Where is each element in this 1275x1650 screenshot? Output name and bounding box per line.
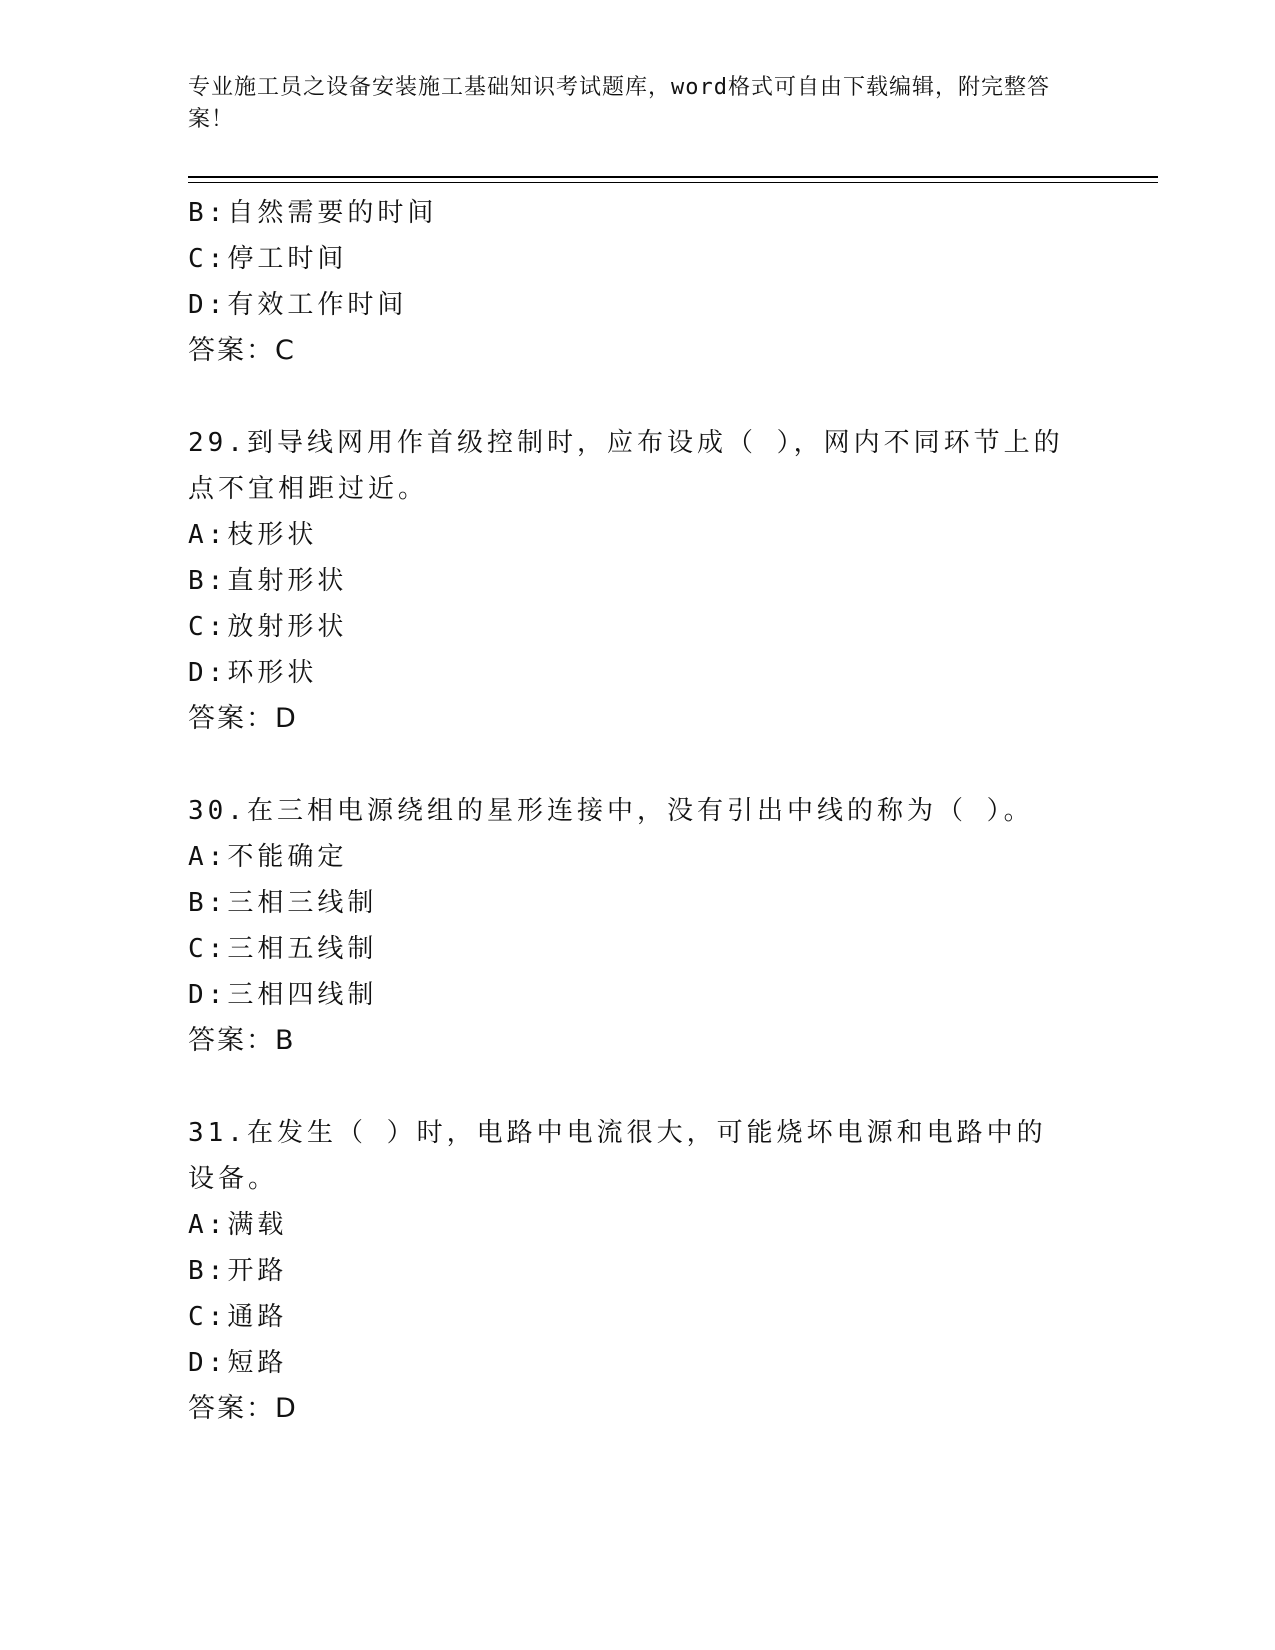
option-text: 三相三线制 — [227, 888, 378, 918]
option-text: 通路 — [227, 1302, 288, 1332]
option-b — [188, 1248, 1088, 1294]
option-text: 直射形状 — [227, 566, 348, 596]
question-number: 29. — [188, 428, 247, 458]
option-text: 三相四线制 — [227, 980, 378, 1010]
option-letter: C: — [188, 934, 228, 964]
option-text: 不能确定 — [227, 842, 348, 872]
option-letter: D: — [188, 658, 228, 688]
option-letter: D: — [188, 1348, 228, 1378]
option-a — [188, 834, 1088, 880]
option-b — [188, 190, 1088, 236]
question-31 — [188, 1110, 1068, 1202]
option-letter: A: — [188, 520, 228, 550]
option-letter: B: — [188, 198, 228, 228]
option-letter: A: — [188, 1210, 228, 1240]
option-text: 放射形状 — [227, 612, 348, 642]
question-number: 30. — [188, 796, 247, 826]
option-b — [188, 558, 1088, 604]
header-rule-thin — [188, 182, 1158, 183]
option-c — [188, 236, 1088, 282]
option-d — [188, 972, 1088, 1018]
option-text: 有效工作时间 — [227, 290, 408, 320]
option-a — [188, 512, 1088, 558]
option-c — [188, 604, 1088, 650]
question-number: 31. — [188, 1118, 247, 1148]
option-text: 短路 — [227, 1348, 288, 1378]
option-d — [188, 282, 1088, 328]
question-30 — [188, 788, 1068, 834]
option-text: 自然需要的时间 — [227, 198, 438, 228]
option-d — [188, 650, 1088, 696]
option-text: 枝形状 — [227, 520, 318, 550]
option-text: 满载 — [227, 1210, 288, 1240]
option-letter: B: — [188, 566, 228, 596]
question-text: 到导线网用作首级控制时，应布设成（ ），网内不同环节上的点不宜相距过近。 — [188, 428, 1064, 504]
option-letter: C: — [188, 1302, 228, 1332]
option-text: 环形状 — [227, 658, 318, 688]
option-letter: B: — [188, 888, 228, 918]
question-text: 在三相电源绕组的星形连接中，没有引出中线的称为（ ）。 — [246, 796, 1034, 826]
answer-line: 答案：D — [188, 703, 298, 734]
header-rule-thick — [188, 176, 1158, 178]
option-letter: C: — [188, 244, 228, 274]
question-list — [188, 190, 1088, 1432]
option-letter: A: — [188, 842, 228, 872]
answer-line: 答案：C — [188, 335, 296, 366]
option-letter: D: — [188, 980, 228, 1010]
option-text: 停工时间 — [227, 244, 348, 274]
question-text: 在发生（ ）时，电路中电流很大，可能烧坏电源和电路中的设备。 — [188, 1118, 1047, 1194]
answer-line: 答案：D — [188, 1393, 298, 1424]
option-letter: D: — [188, 290, 228, 320]
option-d — [188, 1340, 1088, 1386]
option-text: 三相五线制 — [227, 934, 378, 964]
option-letter: B: — [188, 1256, 228, 1286]
document-header: 专业施工员之设备安装施工基础知识考试题库，word格式可自由下载编辑，附完整答案！ — [188, 75, 1050, 132]
question-29 — [188, 420, 1068, 512]
answer-line: 答案：B — [188, 1025, 296, 1056]
option-b — [188, 880, 1088, 926]
option-c — [188, 926, 1088, 972]
option-a — [188, 1202, 1088, 1248]
option-c — [188, 1294, 1088, 1340]
option-text: 开路 — [227, 1256, 288, 1286]
option-letter: C: — [188, 612, 228, 642]
